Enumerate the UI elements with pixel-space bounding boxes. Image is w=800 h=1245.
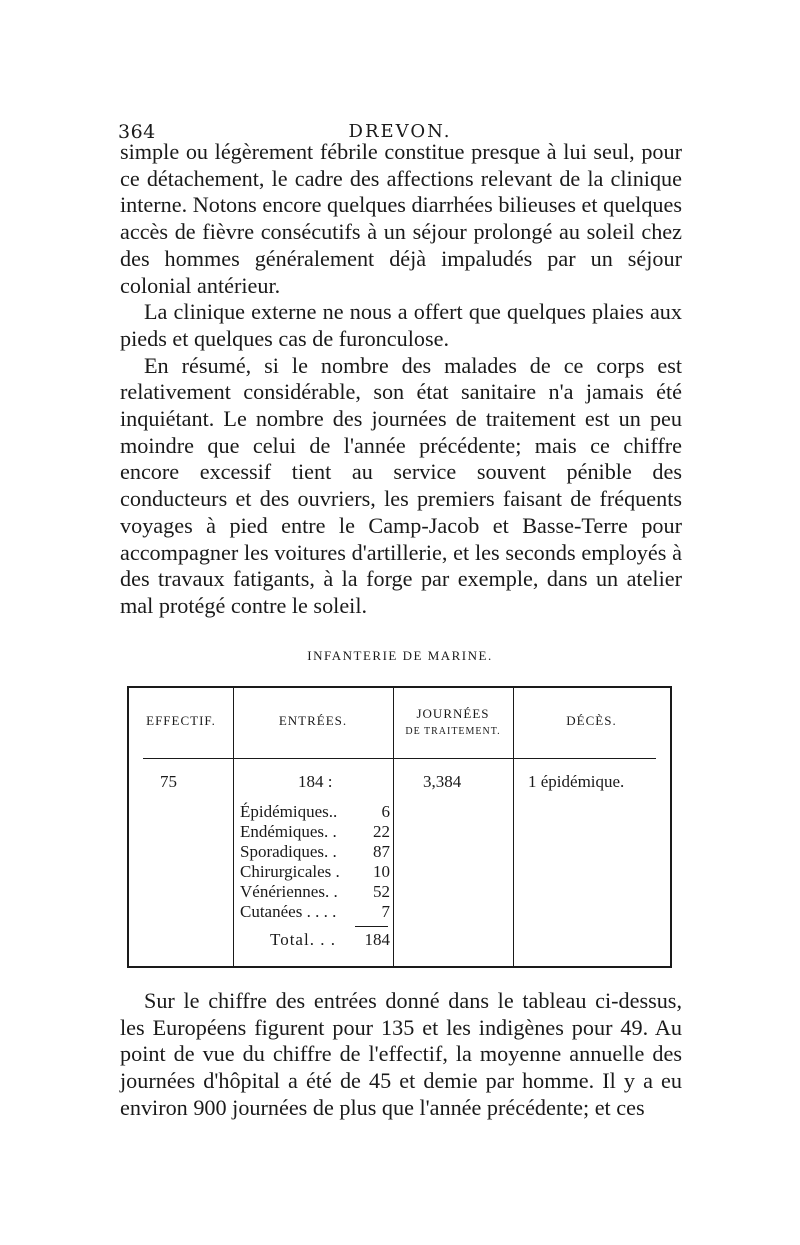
entry-row <box>240 842 390 861</box>
column-divider <box>233 688 234 966</box>
paragraph: simple ou légèrement fébrile constitue presque à lui seul, pour ce détachement, le cadre des affections relevant de la clinique interne. Notons encore quelques diarrhées bilieuses et quelques accès de fièvre consécutifs à un séjour prolongé au soleil chez des hommes généralement déjà impaludés par un séjour colonial antérieur. <box>120 139 682 298</box>
entry-row <box>240 862 390 881</box>
effectif-value: 75 <box>160 772 177 791</box>
total-label: Total. . . <box>270 930 336 949</box>
entry-row <box>240 882 390 901</box>
entry-label: Endémiques. . <box>240 822 337 841</box>
header-deces: DÉCÈS. <box>566 713 617 728</box>
entry-label: Épidémiques.. <box>240 802 338 821</box>
entry-row <box>240 822 390 841</box>
entrees-total-head: 184 : <box>298 772 333 791</box>
total-value: 184 <box>364 930 390 949</box>
bottom-text-block <box>120 988 682 1122</box>
entry-row <box>240 902 390 921</box>
entry-value: 7 <box>381 902 390 921</box>
total-rule <box>355 926 388 927</box>
header-effectif: EFFECTIF. <box>146 713 216 728</box>
statistics-table <box>127 686 672 968</box>
header-journees: JOURNÉES <box>416 706 490 721</box>
paragraph: La clinique externe ne nous a offert que quelques plaies aux pieds et quelques cas de furonculose. <box>120 299 682 351</box>
entry-value: 22 <box>373 822 390 841</box>
entry-value: 87 <box>373 842 390 861</box>
page-number: 364 <box>118 121 156 143</box>
paragraph: Sur le chiffre des entrées donné dans le tableau ci-dessus, les Européens figurent pour 135 et les indigènes pour 49. Au point de vue du chiffre de l'effectif, la moyenne annuelle des journées d'hôpital a été de 45 et demie par homme. Il y a eu environ 900 journées de plus que l'année précédente; et ces <box>120 988 682 1120</box>
deces-value: 1 épidémique. <box>528 772 625 791</box>
header-journees-sub: DE TRAITEMENT. <box>405 726 501 737</box>
header-rule <box>143 758 656 759</box>
entry-label: Chirurgicales . <box>240 862 340 881</box>
table-caption: INFANTERIE DE MARINE. <box>307 648 493 663</box>
entry-label: Sporadiques. . <box>240 842 337 861</box>
entry-value: 10 <box>373 862 390 881</box>
journees-value: 3,384 <box>423 772 462 791</box>
entry-label: Vénériennes. . <box>240 882 338 901</box>
paragraph: En résumé, si le nombre des malades de ce corps est relativement considérable, son état sanitaire n'a jamais été inquiétant. Le nombre des journées de traitement est un peu moindre que celui de l'année précédente; mais ce chiffre encore excessif tient au service souvent pénible des conducteurs et des ouvriers, les premiers faisant de fréquents voyages à pied entre le Camp-Jacob et Basse-Terre pour accompagner les voitures d'artillerie, et les seconds employés à des travaux fatigants, à la forge par exemple, dans un atelier mal protégé contre le soleil. <box>120 352 682 618</box>
entry-value: 52 <box>373 882 390 901</box>
top-text-block <box>120 139 682 620</box>
entry-value: 6 <box>381 802 390 821</box>
header-entrees: ENTRÉES. <box>278 713 348 728</box>
running-title: DREVON. <box>348 121 452 142</box>
entry-row <box>240 802 390 821</box>
entry-label: Cutanées . . . . <box>240 902 337 921</box>
column-divider <box>513 688 514 966</box>
